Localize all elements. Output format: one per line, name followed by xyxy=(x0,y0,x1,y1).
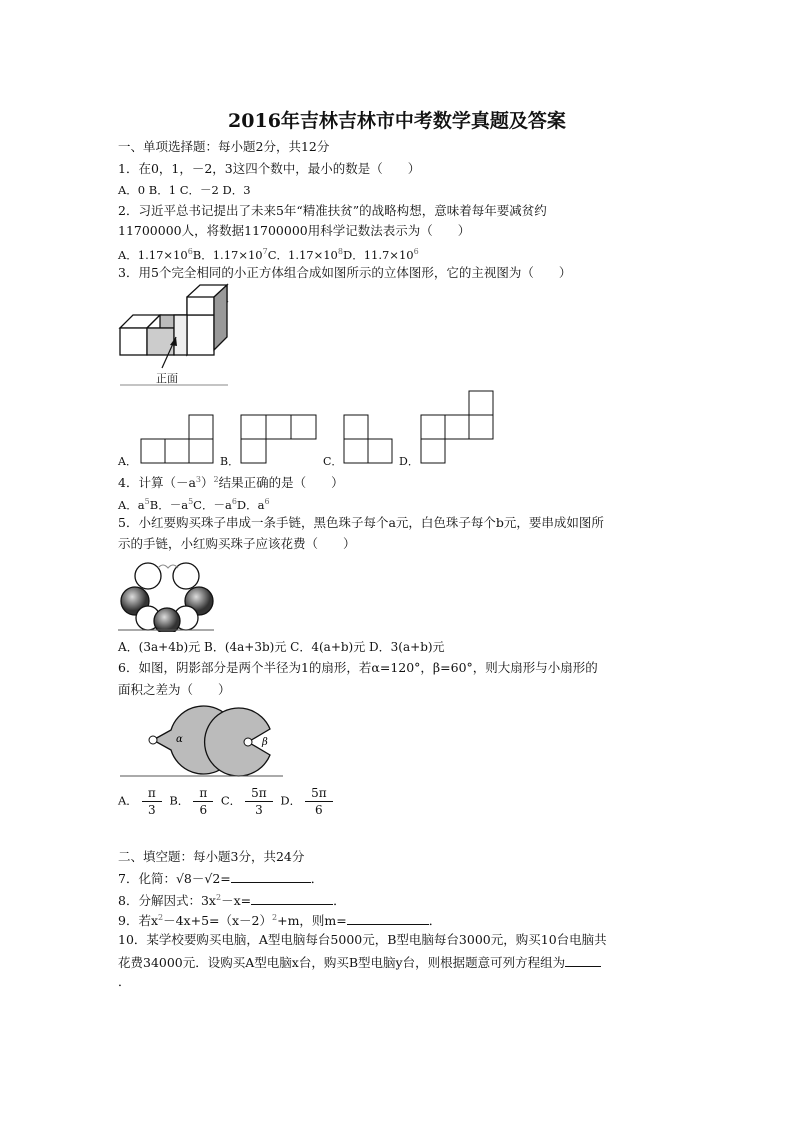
svg-text:β: β xyxy=(262,737,268,748)
question-5-cont: 示的手链，小红购买珠子应该花费（ ） xyxy=(118,536,356,551)
question-10-end: ． xyxy=(118,974,131,989)
question-9: 9．若$x^2-4x+5=(x-2)^2+m$，则m= ． xyxy=(118,913,442,929)
section-heading: 一、单项选择题：每小题2分，共12分 xyxy=(118,139,330,154)
question-8: 8．分解因式：$3x^2-x=$ ． xyxy=(118,893,346,909)
question-1: 1．在0，1，－2，3这四个数中，最小的数是（ ） xyxy=(118,161,421,176)
question-2: 2．习近平总书记提出了未来5年“精准扶贫”的战略构想，意味着每年要减贫约 xyxy=(118,203,547,218)
option-b-figure xyxy=(240,413,318,465)
q3-option-d: D． xyxy=(399,455,419,468)
answer-blank[interactable] xyxy=(251,892,333,905)
cube-solid-figure xyxy=(118,283,230,388)
question-10-cont: 花费34000元．设购买A型电脑x台，购买B型电脑y台，则根据题意可列方程组为 xyxy=(118,954,601,971)
option-c-figure xyxy=(343,413,395,465)
option-a-figure xyxy=(140,413,214,465)
question-6: 6．如图，阴影部分是两个半径为1的扇形，若α=120°，β=60°，则大扇形与小扇形的 xyxy=(118,660,598,675)
option-d-figure xyxy=(419,390,495,466)
question-2-cont: 11700000人，将数据11700000用科学记数法表示为（ ） xyxy=(118,223,471,238)
q3-option-b: B． xyxy=(220,455,240,468)
svg-text:α: α xyxy=(176,734,183,745)
front-label: 正面 xyxy=(156,372,178,385)
answer-blank[interactable] xyxy=(347,912,429,925)
answer-blank[interactable] xyxy=(565,954,601,967)
question-1-options: A．0 B．1 C．－2 D．3 xyxy=(118,183,251,197)
question-2-options: A．$1.17\times 10^6B$．$1.17\times 10^7C$．$1.17\times 10^8D$．$11.7\times 10^6$ xyxy=(118,247,419,262)
question-10: 10．某学校要购买电脑，A型电脑每台5000元，B型电脑每台3000元，购买10台电脑共 xyxy=(118,932,607,947)
answer-blank[interactable] xyxy=(231,870,311,883)
question-4: 4．计算$(-a^3)^2$结果正确的是（ ） xyxy=(118,475,344,491)
question-5-options: A．(3a+4b)元 B．(4a+3b)元 C．4(a+b)元 D．3(a+b)元 xyxy=(118,640,445,654)
question-6-options: A． $\frac{\pi}{3}$ B． $\frac{\pi}{6}$ C． $\frac{5\pi}{3}$ D． $\frac{5\pi}{6}$ xyxy=(118,785,337,818)
question-6-cont: 面积之差为（ ） xyxy=(118,682,231,697)
question-3: 3．用5个完全相同的小正方体组合成如图所示的立体图形，它的主视图为（ ） xyxy=(118,265,572,280)
q3-option-c: C． xyxy=(323,455,343,468)
bracelet-figure xyxy=(118,558,216,632)
page-title: 2016年吉林吉林市中考数学真题及答案 xyxy=(228,110,566,132)
question-4-options: A．$a^5B$．$-a^5C$．$-a^6D$．$a^6$ xyxy=(118,497,270,512)
section-heading-2: 二、填空题：每小题3分，共24分 xyxy=(118,849,305,864)
sectors-figure xyxy=(118,702,288,780)
question-5: 5．小红要购买珠子串成一条手链，黑色珠子每个a元，白色珠子每个b元，要串成如图所 xyxy=(118,515,604,530)
q3-option-a: A． xyxy=(118,455,137,468)
question-7: 7．化简：√8－√2= ． xyxy=(118,871,324,886)
